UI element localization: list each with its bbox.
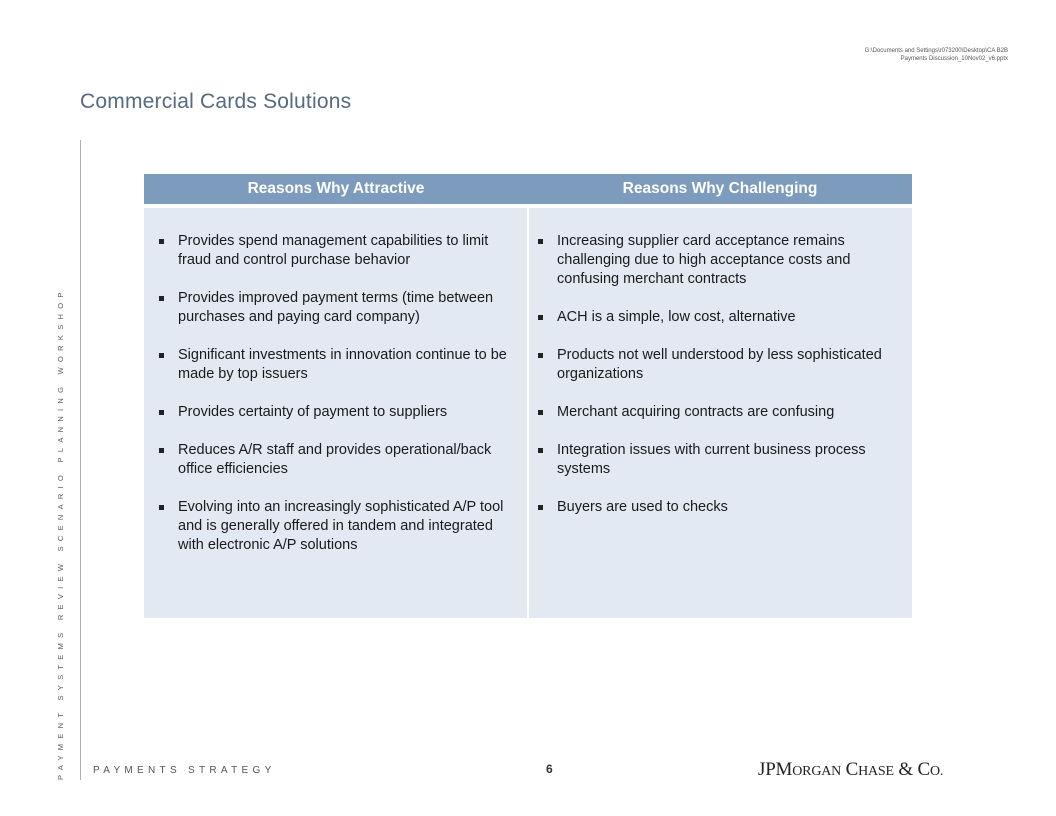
bullet-icon [159, 410, 164, 415]
page-title: Commercial Cards Solutions [80, 90, 352, 113]
list-item [158, 441, 521, 479]
bullet-icon [159, 239, 164, 244]
logo-text: C [841, 759, 859, 780]
list-item-text: Products not well understood by less sophisticated organizations [557, 347, 882, 382]
list-item [158, 289, 521, 327]
list-item-text: Provides spend management capabilities to limit fraud and control purchase behavior [178, 233, 489, 268]
list-item-text: Evolving into an increasingly sophisticated A/P tool and is generally offered in tandem and integrated with electronic A/P solutions [178, 499, 504, 553]
list-item-text: Integration issues with current business process systems [557, 442, 866, 477]
attractive-list [158, 232, 521, 555]
list-item [537, 403, 906, 422]
bullet-icon [538, 410, 543, 415]
list-item-text: Provides improved payment terms (time between purchases and paying card company) [178, 290, 494, 325]
list-item [537, 346, 906, 384]
list-item-text: Reduces A/R staff and provides operational/back office efficiencies [178, 442, 492, 477]
file-path-line: G:\Documents and Settings\r073200\Desktop\CA B2B [864, 48, 1008, 54]
logo-text: & C [893, 759, 930, 780]
attractive-column [144, 208, 527, 618]
side-caption: PAYMENT SYSTEMS REVIEW SCENARIO PLANNING WORKSHOP [56, 287, 65, 780]
bullet-icon [159, 353, 164, 358]
bullet-icon [538, 505, 543, 510]
list-item-text: ACH is a simple, low cost, alternative [557, 309, 796, 325]
side-divider [80, 140, 81, 780]
bullet-icon [538, 315, 543, 320]
list-item [158, 232, 521, 270]
footer-caption: PAYMENTS STRATEGY [93, 765, 276, 776]
list-item-text: Buyers are used to checks [557, 499, 728, 515]
list-item [537, 498, 906, 517]
list-item-text: Significant investments in innovation continue to be made by top issuers [178, 347, 507, 382]
list-item-text: Merchant acquiring contracts are confusing [557, 404, 835, 420]
bullet-icon [159, 296, 164, 301]
list-item [537, 308, 906, 327]
challenging-list [537, 232, 906, 517]
file-path-line: Payments Discussion_10Nov02_v6.pptx [900, 56, 1008, 62]
bullet-icon [159, 505, 164, 510]
table-header [144, 174, 912, 204]
bullet-icon [159, 448, 164, 453]
logo-text: O. [930, 764, 944, 779]
page-number: 6 [546, 762, 553, 776]
bullet-icon [538, 448, 543, 453]
reasons-table [144, 174, 912, 618]
header-attractive: Reasons Why Attractive [247, 180, 425, 197]
logo-text: JPM [758, 759, 793, 780]
table-body [144, 208, 912, 618]
bullet-icon [538, 353, 543, 358]
logo-text: HASE [858, 764, 894, 779]
list-item [537, 441, 906, 479]
bullet-icon [538, 239, 543, 244]
file-path [808, 47, 1008, 63]
list-item-text: Increasing supplier card acceptance remains challenging due to high acceptance costs and confusing merchant contracts [557, 233, 851, 287]
list-item [158, 403, 521, 422]
logo-text: ORGAN [792, 764, 842, 779]
company-logo [758, 759, 943, 781]
list-item [537, 232, 906, 289]
list-item-text: Provides certainty of payment to suppliers [178, 404, 448, 420]
list-item [158, 346, 521, 384]
challenging-column [529, 208, 912, 618]
header-challenging: Reasons Why Challenging [622, 180, 818, 197]
list-item [158, 498, 521, 555]
